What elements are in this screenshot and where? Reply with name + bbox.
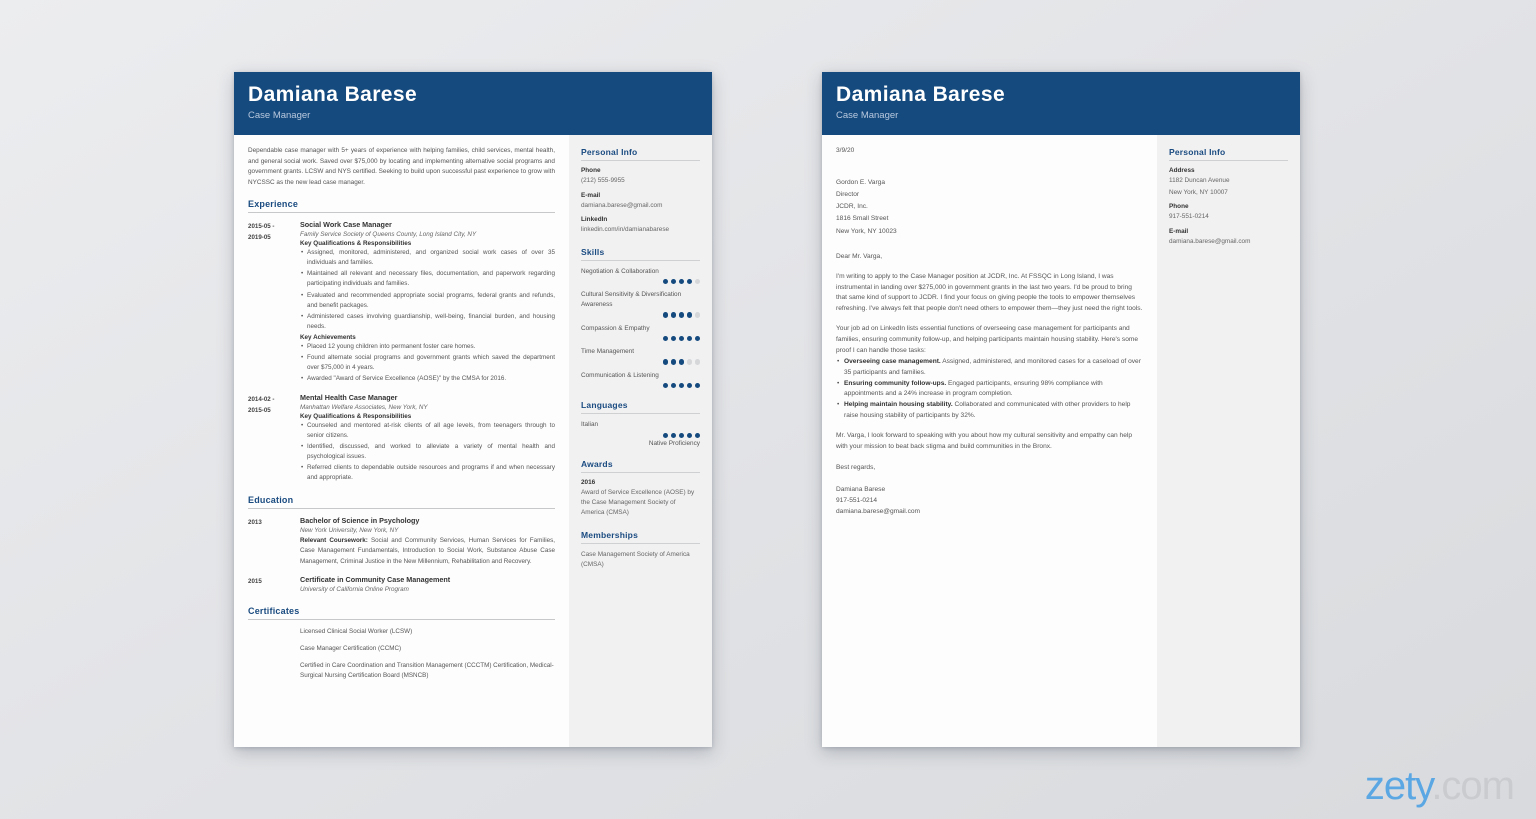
letter-bullet (836, 357, 1143, 379)
coursework-text: Social and Community Services, Human Services for Families, Case Management Fundamentals, Introduction to Social Work, Substance Abuse Case Management, Criminal Justice in the New Millennium, Rehabilitation and Recovery. (300, 537, 555, 565)
rating-dot-filled (663, 336, 669, 342)
rating-dot-filled (671, 383, 677, 389)
education-degree: Bachelor of Science in Psychology (300, 516, 420, 526)
email-value: damiana.barese@gmail.com (1169, 237, 1251, 245)
phone-label: Phone (581, 167, 601, 174)
signature-phone: 917-551-0214 (836, 496, 878, 504)
rating-dot-filled (679, 279, 685, 285)
linkedin-value: linkedin.com/in/damianabarese (581, 226, 670, 234)
membership-item: Case Management Society of America (CMSA) (581, 550, 690, 568)
skill-name: Cultural Sensitivity & Diversification Awareness (581, 291, 682, 309)
section-heading-education: Education (248, 495, 555, 509)
summary-text: Dependable case manager with 5+ years of experience with helping families, child services, mental health, and general social work. Saved over $75,000 by locating and implementing alternative social programs and government grants. LCSW and NYS certified. Seeking to build upon successful past experience to grow with NYCSSC as the new lead case manager. (248, 147, 555, 186)
email-label: E-mail (1169, 227, 1189, 235)
skill-rating-dots (581, 279, 700, 285)
rating-dot-filled (687, 279, 693, 285)
language-rating-dots (581, 433, 700, 439)
letter-bullet (836, 400, 1143, 422)
languages-heading: Languages (581, 400, 700, 414)
bullet-item: • Maintained all relevant and necessary files, documentation, and paperwork regarding participating individuals and families. (300, 269, 555, 289)
education-year: 2013 (248, 519, 262, 527)
letter-bullet (836, 379, 1143, 401)
zety-tld-text: .com (1431, 764, 1514, 808)
rating-dot-filled (663, 383, 669, 389)
letter-paragraph: Your job ad on LinkedIn lists essential functions of overseeing case management for participants and families, ensuring community follow-up, and helping participants maintain housing stability. Here's some proof I can handle those tasks: (836, 325, 1139, 354)
personal-info-heading: Personal Info (581, 147, 700, 161)
education-school: New York University, New York, NY (300, 527, 399, 535)
language-name: Italian (581, 421, 599, 429)
job-title: Social Work Case Manager (300, 220, 392, 230)
job-title: Mental Health Case Manager (300, 393, 398, 402)
bullet-item: • Referred clients to dependable outside resources and programs if and when necessary and appropriate. (300, 463, 555, 483)
education-entry (248, 575, 555, 595)
job-date-from: 2015-05 - (248, 223, 275, 231)
recipient-name: Gordon E. Varga (836, 178, 885, 186)
address-line: 1182 Duncan Avenue (1169, 177, 1230, 184)
candidate-name: Damiana Barese (836, 83, 1006, 106)
rating-dot-filled (663, 279, 669, 285)
achievements-heading: Key Achievements (300, 333, 356, 341)
candidate-title: Case Manager (248, 110, 311, 121)
rating-dot-filled (663, 433, 669, 439)
skill-name: Compassion & Empathy (581, 324, 650, 332)
bullet-item: • Administered cases involving guardianship, well-being, financial burden, and housing needs. (300, 312, 555, 332)
bullet-item: • Assigned, monitored, administered, and organized social work cases of over 35 individuals and families. (300, 248, 555, 268)
job-entry (248, 220, 555, 385)
skill-item (581, 267, 700, 285)
zety-watermark (1365, 764, 1514, 809)
rating-dot-empty (687, 359, 693, 365)
resume-header (234, 72, 712, 135)
rating-dot-empty (695, 359, 701, 365)
rating-dot-filled (671, 359, 677, 365)
education-degree: Certificate in Community Case Management (300, 574, 451, 584)
job-company: Family Service Society of Queens County, Long Island City, NY (300, 231, 477, 239)
bullet-lead: Helping maintain housing stability. (844, 401, 953, 409)
address-line: New York, NY 10007 (1169, 188, 1228, 196)
job-company: Manhattan Welfare Associates, New York, NY (300, 404, 428, 411)
signature-block (836, 484, 1143, 518)
responsibilities-list (300, 248, 555, 332)
awards-heading: Awards (581, 459, 700, 473)
memberships-heading: Memberships (581, 530, 700, 544)
candidate-title: Case Manager (836, 110, 899, 121)
letter-paragraph: I'm writing to apply to the Case Manager position at JCDR, Inc. At FSSQC in Long Island, I was instrumental in landing over $275,000 in government grants in the last two years. I'd be proud to bring that same kind of support to JCDR. I find your focus on giving people the tools to empower themselves refreshing. I've always felt that people don't need others to empower them—they just need the right tools. (836, 272, 1143, 313)
skill-item (581, 290, 700, 317)
skill-rating-dots (581, 359, 700, 365)
rating-dot-filled (679, 312, 685, 318)
linkedin-label: LinkedIn (581, 216, 608, 224)
phone-value: 917-551-0214 (1169, 213, 1209, 221)
cover-letter-document (822, 72, 1300, 747)
responsibilities-heading: Key Qualifications & Responsibilities (300, 240, 412, 248)
award-year: 2016 (581, 479, 596, 487)
job-dates (248, 220, 300, 385)
bullet-lead: Overseeing case management. (844, 357, 941, 365)
certificate-item: Licensed Clinical Social Worker (LCSW) (300, 627, 413, 635)
skill-rating-dots (581, 312, 700, 318)
education-details (300, 575, 555, 595)
rating-dot-filled (679, 383, 685, 389)
email-label: E-mail (581, 191, 601, 199)
education-year: 2015 (248, 577, 262, 585)
bullet-text: Collaborated and communicated with other providers to help raise housing stability of participants by 32%. (844, 401, 1131, 420)
certificate-item: Certified in Care Coordination and Transition Management (CCCTM) Certification, Medical-Surgical Nursing Certification Board (MSNCB) (300, 661, 554, 679)
education-details (300, 516, 555, 566)
education-entry (248, 516, 555, 566)
skill-rating-dots (581, 383, 700, 389)
letter-sidebar (1157, 135, 1300, 747)
education-school: University of California Online Program (300, 585, 409, 593)
rating-dot-filled (695, 433, 701, 439)
rating-dot-filled (671, 433, 677, 439)
rating-dot-filled (687, 383, 693, 389)
zety-brand-text: zety (1364, 764, 1432, 808)
skill-name: Negotiation & Collaboration (581, 267, 659, 275)
letter-paragraph: Mr. Varga, I look forward to speaking with you about how my cultural sensitivity and empathy can help with your mission to beat back stigma and build communities in the Bronx. (836, 432, 1133, 450)
award-text: Award of Service Excellence (AOSE) by the Case Management Society of America (CMSA) (581, 489, 695, 516)
recipient-street: 1816 Small Street (836, 215, 889, 223)
resume-sidebar (569, 135, 712, 747)
skill-name: Communication & Listening (581, 371, 659, 379)
letter-body (822, 135, 1300, 747)
phone-label: Phone (1169, 203, 1189, 211)
letter-date: 3/9/20 (836, 147, 855, 154)
responsibilities-list (300, 421, 555, 483)
education-coursework (300, 536, 555, 566)
job-entry (248, 393, 555, 484)
rating-dot-filled (695, 383, 701, 389)
signature-name: Damiana Barese (836, 485, 886, 493)
rating-dot-empty (695, 279, 701, 285)
job-date-to: 2019-05 (248, 234, 271, 242)
certificate-item: Case Manager Certification (CCMC) (300, 644, 402, 652)
achievements-list (300, 342, 555, 384)
rating-dot-filled (679, 433, 685, 439)
letter-main-column (822, 135, 1157, 747)
bullet-item: • Found alternate social programs and government grants which saved the department over $75,000 in 4 years. (300, 353, 555, 373)
bullet-item: • Awarded "Award of Service Excellence (AOSE)" by the CMSA for 2016. (300, 374, 555, 384)
job-dates (248, 393, 300, 484)
recipient-city: New York, NY 10023 (836, 227, 897, 235)
coursework-label: Relevant Coursework: (300, 537, 368, 545)
rating-dot-empty (695, 312, 701, 318)
rating-dot-filled (663, 312, 669, 318)
language-proficiency: Native Proficiency (648, 440, 700, 448)
rating-dot-filled (695, 336, 701, 342)
bullet-item: • Placed 12 young children into permanent foster care homes. (300, 342, 555, 352)
bullet-item: • Counseled and mentored at-risk clients of all age levels, from teenagers through to senior citizens. (300, 421, 555, 441)
skill-item (581, 371, 700, 389)
letter-header (822, 72, 1300, 135)
signature-email: damiana.barese@gmail.com (836, 508, 921, 516)
skill-item (581, 347, 700, 365)
bullet-text: Engaged participants, ensuring 98% compliance with appointments and a 24% increase in program completion. (844, 379, 1103, 398)
responsibilities-heading: Key Qualifications & Responsibilities (300, 413, 412, 420)
recipient-company: JCDR, Inc. (836, 203, 868, 211)
language-item (581, 420, 700, 447)
salutation: Dear Mr. Varga, (836, 252, 883, 260)
skill-item (581, 324, 700, 342)
rating-dot-filled (687, 336, 693, 342)
bullet-text: Assigned, administered, and monitored cases for a caseload of over 35 participants and families. (844, 357, 1141, 376)
skill-name: Time Management (581, 348, 635, 356)
candidate-name: Damiana Barese (248, 83, 418, 106)
job-details (300, 220, 555, 385)
closing: Best regards, (836, 463, 876, 471)
job-date-from: 2014-02 - (248, 396, 275, 403)
job-details (300, 393, 555, 484)
rating-dot-filled (671, 279, 677, 285)
job-date-to: 2015-05 (248, 407, 271, 415)
email-value: damiana.barese@gmail.com (581, 201, 663, 209)
section-heading-experience: Experience (248, 199, 555, 213)
bullet-item: • Identified, discussed, and worked to alleviate a variety of mental health and psychological issues. (300, 442, 555, 462)
rating-dot-filled (687, 433, 693, 439)
recipient-block (836, 177, 1143, 238)
resume-body (234, 135, 712, 747)
personal-info-heading: Personal Info (1169, 147, 1288, 161)
bullet-lead: Ensuring community follow-ups. (844, 379, 947, 387)
rating-dot-filled (671, 336, 677, 342)
bullet-item: • Evaluated and recommended appropriate social programs, federal grants and refunds, and benefit packages. (300, 291, 555, 311)
rating-dot-filled (679, 336, 685, 342)
rating-dot-filled (687, 312, 693, 318)
resume-document (234, 72, 712, 747)
section-heading-certificates: Certificates (248, 606, 555, 620)
recipient-role: Director (836, 191, 860, 199)
skill-rating-dots (581, 336, 700, 342)
letter-bullet-list (836, 357, 1143, 422)
rating-dot-filled (679, 359, 685, 365)
rating-dot-filled (663, 359, 669, 365)
phone-value: (212) 555-9955 (581, 177, 625, 184)
rating-dot-filled (671, 312, 677, 318)
resume-main-column (234, 135, 569, 747)
skills-heading: Skills (581, 247, 700, 261)
address-label: Address (1169, 167, 1195, 174)
